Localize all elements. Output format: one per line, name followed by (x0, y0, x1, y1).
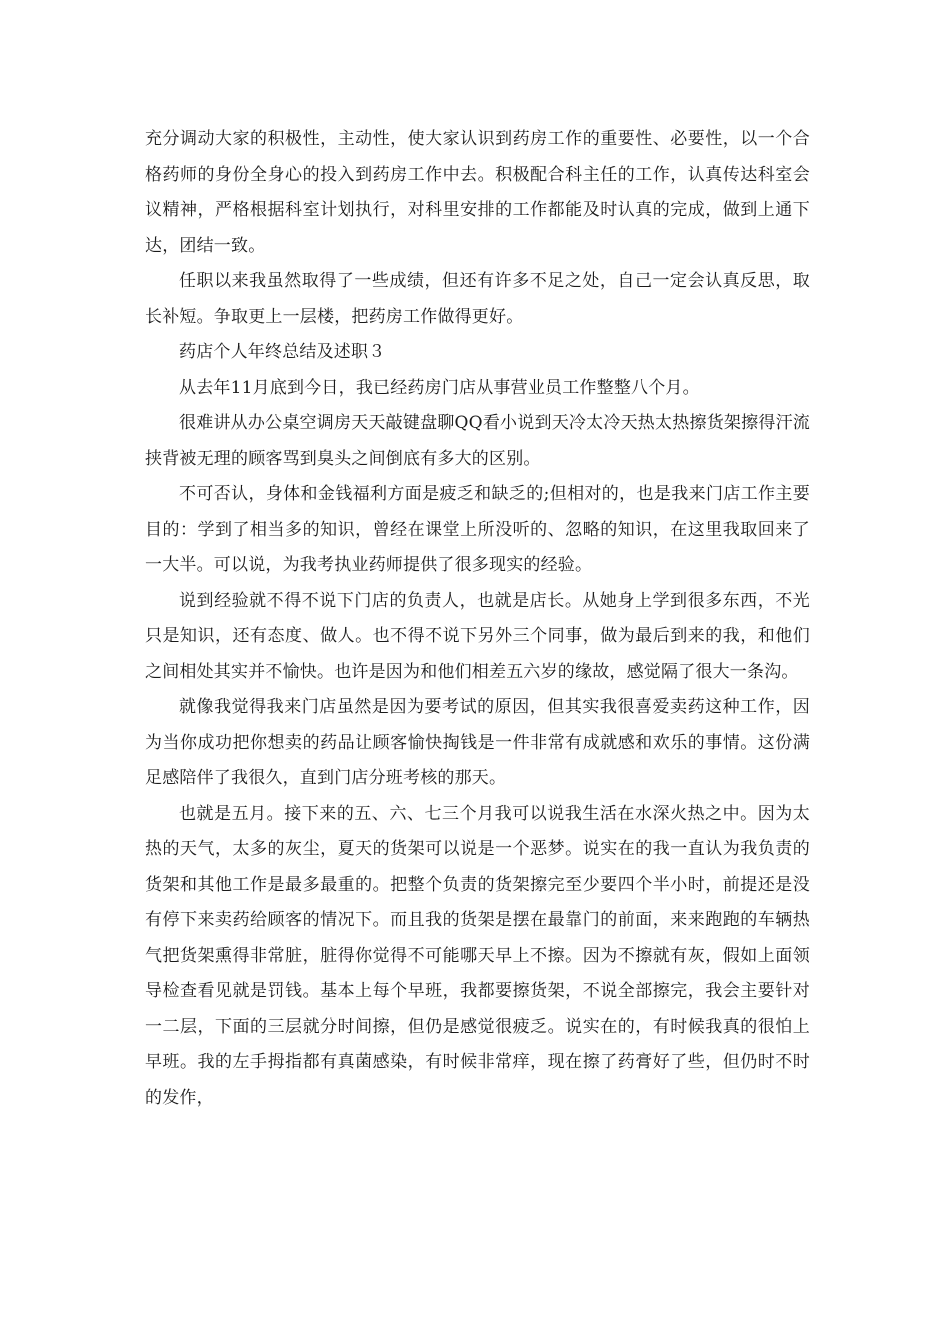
paragraph: 说到经验就不得不说下门店的负责人，也就是店长。从她身上学到很多东西，不光只是知识，还有态度、做人。也不得不说下另外三个同事，做为最后到来的我，和他们之间相处其实并不愉快。也许是因为和他们相差五六岁的缘故，感觉隔了很大一条沟。 (145, 590, 810, 682)
section-heading: 药店个人年终总结及述职３ (179, 342, 386, 362)
paragraph: 很难讲从办公桌空调房天天敲键盘聊QQ看小说到天冷太冷天热太热擦货架擦得汗流挟背被无理的顾客骂到臭头之间倒底有多大的区别。 (145, 413, 810, 469)
paragraph: 任职以来我虽然取得了一些成绩，但还有许多不足之处，自己一定会认真反思，取长补短。争取更上一层楼，把药房工作做得更好。 (145, 271, 810, 327)
paragraph: 不可否认，身体和金钱福利方面是疲乏和缺乏的;但相对的，也是我来门店工作主要目的：学到了相当多的知识，曾经在课堂上所没听的、忽略的知识，在这里我取回来了一大半。可以说，为我考执业药师提供了很多现实的经验。 (145, 484, 810, 575)
paragraph: 从去年11月底到今日，我已经药房门店从事营业员工作整整八个月。 (179, 377, 700, 398)
paragraph: 就像我觉得我来门店虽然是因为要考试的原因，但其实我很喜爱卖药这种工作，因为当你成功把你想卖的药品让顾客愉快掏钱是一件非常有成就感和欢乐的事情。这份满足感陪伴了我很久，直到门店分班考核的那天。 (145, 697, 810, 788)
document-body (145, 122, 810, 1116)
paragraph: 也就是五月。接下来的五、六、七三个月我可以说我生活在水深火热之中。因为太热的天气，太多的灰尘，夏天的货架可以说是一个恶梦。说实在的我一直认为我负责的货架和其他工作是最多最重的。把整个负责的货架擦完至少要四个半小时，前提还是没有停下来卖药给顾客的情况下。而且我的货架是摆在最靠门的前面，来来跑跑的车辆热气把货架熏得非常脏，脏得你觉得不可能哪天早上不擦。因为不擦就有灰，假如上面领导检查看见就是罚钱。基本上每个早班，我都要擦货架，不说全部擦完，我会主要针对一二层，下面的三层就分时间擦，但仍是感觉很疲乏。说实在的，有时候我真的很怕上早班。我的左手拇指都有真菌感染，有时候非常痒，现在擦了药膏好了些，但仍时不时的发作， (145, 803, 810, 1108)
paragraph-continued: 充分调动大家的积极性，主动性，使大家认识到药房工作的重要性、必要性，以一个合格药师的身份全身心的投入到药房工作中去。积极配合科主任的工作，认真传达科室会议精神，严格根据科室计划执行，对科里安排的工作都能及时认真的完成，做到上通下达，团结一致。 (145, 129, 810, 256)
